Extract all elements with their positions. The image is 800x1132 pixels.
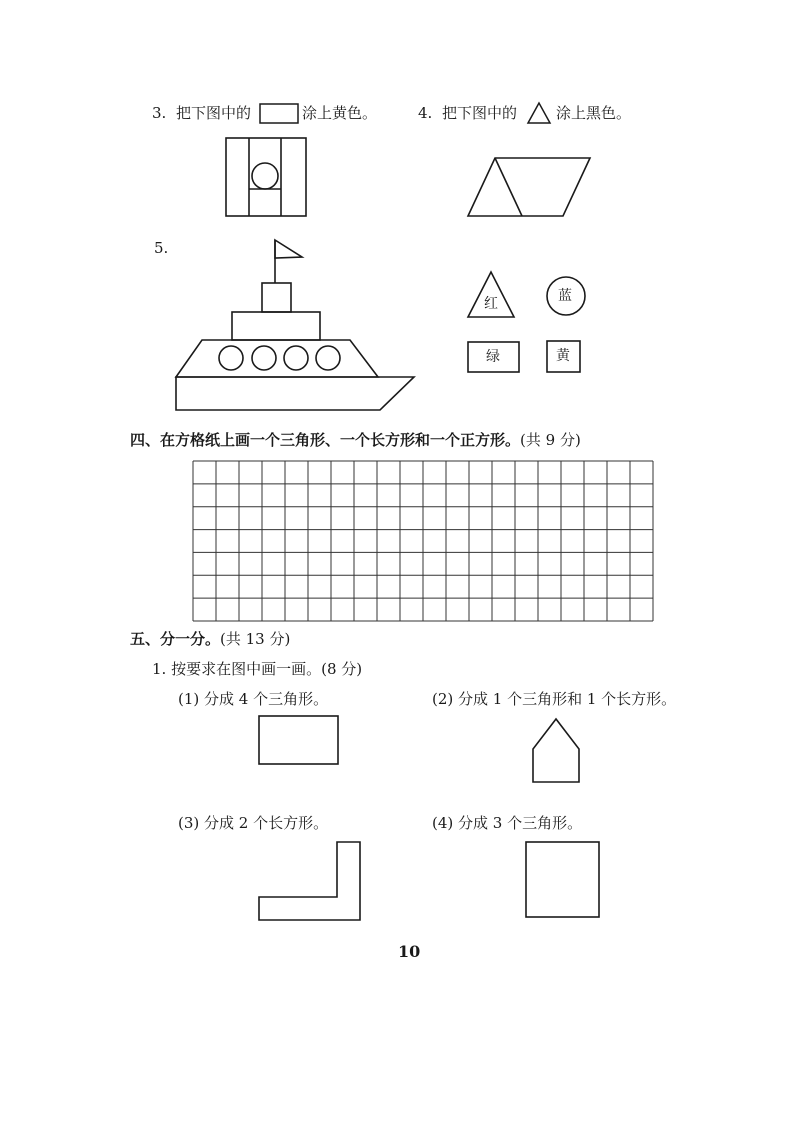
task-3-l-shape	[259, 842, 360, 920]
task-4-square	[526, 842, 599, 917]
page-number: 10	[398, 942, 421, 961]
q4-text-after: 涂上黑色。	[556, 104, 632, 122]
task-2-pentagon	[533, 719, 579, 782]
section5-title: 五、分一分。	[130, 630, 221, 648]
q3-text-before: 把下图中的	[176, 104, 252, 122]
task-3-label: (3) 分成 2 个长方形。	[178, 814, 329, 832]
section5-q1-points: (8 分)	[321, 660, 363, 678]
q3-text-after: 涂上黄色。	[302, 104, 378, 122]
legend-green-label: 绿	[486, 349, 500, 365]
section4-points: (共 9 分)	[520, 431, 581, 449]
q4-text-before: 把下图中的	[442, 104, 518, 122]
legend-red-label: 红	[484, 296, 498, 312]
section5-points: (共 13 分)	[220, 630, 291, 648]
task-2-label: (2) 分成 1 个三角形和 1 个长方形。	[432, 690, 677, 708]
section5-q1-title: 1. 按要求在图中画一画。	[152, 660, 322, 678]
task-1-label: (1) 分成 4 个三角形。	[178, 690, 329, 708]
task-4-label: (4) 分成 3 个三角形。	[432, 814, 583, 832]
legend-blue-label: 蓝	[558, 288, 572, 304]
q3-number: 3.	[152, 104, 167, 122]
legend-yellow-label: 黄	[556, 348, 570, 364]
q4-number: 4.	[418, 104, 433, 122]
section4-title: 四、在方格纸上画一个三角形、一个长方形和一个正方形。	[130, 431, 521, 449]
q5-number: 5.	[154, 239, 169, 257]
task-1-rectangle	[259, 716, 338, 764]
